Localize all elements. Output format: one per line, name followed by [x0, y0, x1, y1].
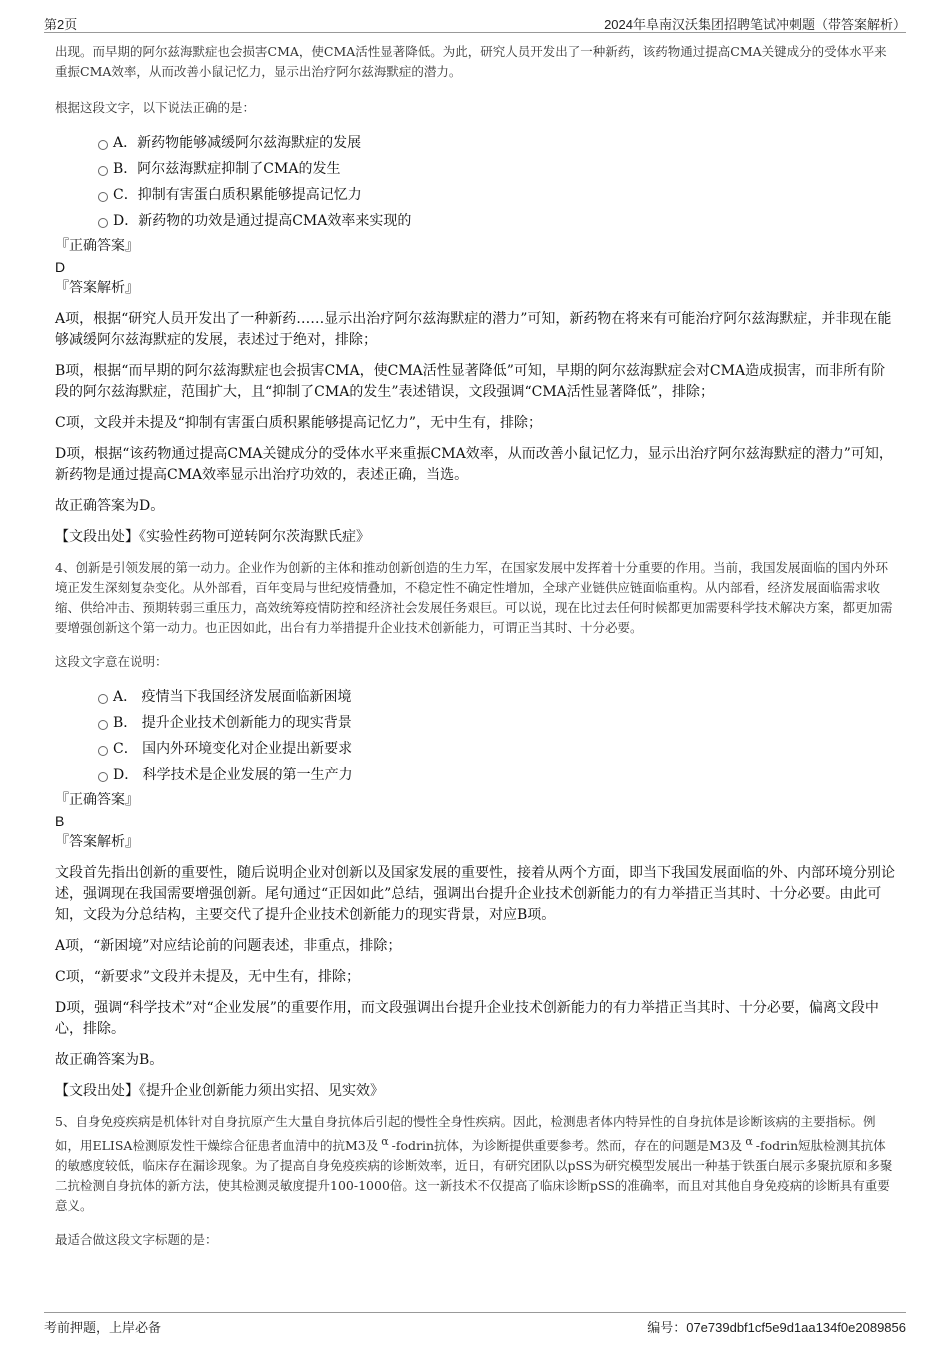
q3-analysis-label: 『答案解析』	[55, 280, 139, 296]
q3-conclusion: 故正确答案为D。	[55, 498, 165, 514]
q4-option-d[interactable]: D． 科学技术是企业发展的第一生产力	[55, 762, 895, 788]
q3-option-b[interactable]: B．阿尔兹海默症抑制了CMA的发生	[55, 156, 895, 182]
page-content	[55, 42, 895, 1250]
q4-options	[55, 684, 895, 788]
q5-paragraph: 5、自身免疫疾病是机体针对自身抗原产生大量自身抗体后引起的慢性全身性疾病。因此，检测患者体内特异性的自身抗体是诊断该病的主要指标。例如，用ELISA检测原发性干燥综合征患者血清中的抗M3及 α -fodrin抗体，为诊断提供重要参考。然而，存在的问题是M3及 α -fodrin短肽检测其抗体的敏感度较低，临床存在漏诊现象。为了提高自身免疫疾病的诊断效率，近日，有研究团队以pSS为研究模型发展出一种基于铁蛋白展示多聚抗原和多聚二抗检测自身抗体的新方法，使其检测灵敏度提升100-1000倍。这一新技术不仅提高了临床诊断pSS的准确率，而且对其他自身免疫病的诊断具有重要意义。	[55, 1114, 893, 1213]
q4-option-b[interactable]: B． 提升企业技术创新能力的现实背景	[55, 710, 895, 736]
q4-analysis-d: D项，强调“科学技术”对“企业发展”的重要作用，而文段强调出台提升企业技术创新能力的有力举措正当其时、十分必要，偏离文段中心，排除。	[55, 1000, 879, 1037]
page-header	[44, 10, 906, 33]
alpha-symbol: α	[381, 1135, 389, 1148]
page-number: 第2页	[44, 17, 78, 32]
radio-icon[interactable]	[98, 192, 108, 202]
q3-answer-label: 『正确答案』	[55, 238, 139, 254]
q3-option-c[interactable]: C．抑制有害蛋白质积累能够提高记忆力	[55, 182, 895, 208]
radio-icon[interactable]	[98, 166, 108, 176]
page-footer	[44, 1312, 906, 1337]
q3-option-d[interactable]: D．新药物的功效是通过提高CMA效率来实现的	[55, 208, 895, 234]
q3-analysis-b: B项，根据“而早期的阿尔兹海默症也会损害CMA，使CMA活性显著降低”可知，早期的阿尔兹海默症会对CMA造成损害，而非所有阶段的阿尔兹海默症，范围扩大，且“抑制了CMA的发生”表述错误，文段强调“CMA活性显著降低”，排除；	[55, 363, 886, 400]
q3-answer: D	[55, 259, 66, 275]
q4-analysis-a: A项，“新困境”对应结论前的问题表述，非重点，排除；	[55, 938, 402, 954]
footer-slogan: 考前押题，上岸必备	[44, 1321, 162, 1336]
q4-analysis-main: 文段首先指出创新的重要性，随后说明企业对创新以及国家发展的重要性，接着从两个方面，即当下我国发展面临的外、内部环境分别论述，强调现在我国需要增强创新。尾句通过“正因如此”总结，强调出台提升企业技术创新能力的有力举措正当其时、十分必要。由此可知，文段为分总结构，主要交代了提升企业技术创新能力的现实背景，对应B项。	[55, 865, 895, 923]
q4-analysis-c: C项，“新要求”文段并未提及，无中生有，排除；	[55, 969, 361, 985]
q3-analysis-a: A项，根据“研究人员开发出了一种新药……显示出治疗阿尔兹海默症的潜力”可知，新药物在将来有可能治疗阿尔兹海默症，并非现在能够减缓阿尔兹海默症的发展，表述过于绝对，排除；	[55, 311, 892, 348]
q3-analysis-c: C项，文段并未提及“抑制有害蛋白质积累能够提高记忆力”，无中生有，排除；	[55, 415, 543, 431]
q4-conclusion: 故正确答案为B。	[55, 1052, 164, 1068]
radio-icon[interactable]	[98, 140, 108, 150]
document-title: 2024年阜南汉沃集团招聘笔试冲刺题（带答案解析）	[604, 17, 906, 32]
q3-source: 【文段出处】《实验性药物可逆转阿尔茨海默氏症》	[55, 529, 370, 545]
radio-icon[interactable]	[98, 772, 108, 782]
q3-paragraph: 出现。而早期的阿尔兹海默症也会损害CMA，使CMA活性显著降低。为此，研究人员开发出了一种新药，该药物通过提高CMA关键成分的受体水平来重振CMA效率，从而改善小鼠记忆力，显示出治疗阿尔兹海默症的潜力。	[55, 44, 887, 79]
q3-option-a[interactable]: A．新药物能够减缓阿尔兹海默症的发展	[55, 130, 895, 156]
q4-option-c[interactable]: C． 国内外环境变化对企业提出新要求	[55, 736, 895, 762]
radio-icon[interactable]	[98, 720, 108, 730]
q4-analysis-label: 『答案解析』	[55, 834, 139, 850]
q3-options	[55, 130, 895, 234]
q4-question: 这段文字意在说明：	[55, 654, 168, 669]
q4-answer: B	[55, 813, 65, 829]
q4-answer-label: 『正确答案』	[55, 792, 139, 808]
q4-paragraph: 4、创新是引领发展的第一动力。企业作为创新的主体和推动创新创造的生力军，在国家发展中发挥着十分重要的作用。当前，我国发展面临的国内外环境正发生深刻复杂变化。从外部看，百年变局与世纪疫情叠加，不稳定性不确定性增加，全球产业链供应链面临重构。从内部看，经济发展面临需求收缩、供给冲击、预期转弱三重压力，高效统筹疫情防控和经济社会发展任务艰巨。可以说，现在比过去任何时候都更加需要科学技术解决方案，都更加需要增强创新这个第一动力。也正因如此，出台有力举措提升企业技术创新能力，可谓正当其时、十分必要。	[55, 560, 893, 635]
alpha-symbol: α	[745, 1135, 753, 1148]
radio-icon[interactable]	[98, 746, 108, 756]
q4-source: 【文段出处】《提升企业创新能力须出实招、见实效》	[55, 1083, 384, 1099]
radio-icon[interactable]	[98, 694, 108, 704]
radio-icon[interactable]	[98, 218, 108, 228]
q4-option-a[interactable]: A． 疫情当下我国经济发展面临新困境	[55, 684, 895, 710]
footer-serial: 编号：07e739dbf1cf5e9d1aa134f0e2089856	[647, 1320, 906, 1335]
q5-question: 最适合做这段文字标题的是：	[55, 1232, 218, 1247]
q3-question: 根据这段文字，以下说法正确的是：	[55, 100, 256, 115]
q3-analysis-d: D项，根据“该药物通过提高CMA关键成分的受体水平来重振CMA效率，从而改善小鼠记忆力，显示出治疗阿尔兹海默症的潜力”可知，新药物是通过提高CMA效率显示出治疗功效的，表述正确，当选。	[55, 446, 893, 483]
